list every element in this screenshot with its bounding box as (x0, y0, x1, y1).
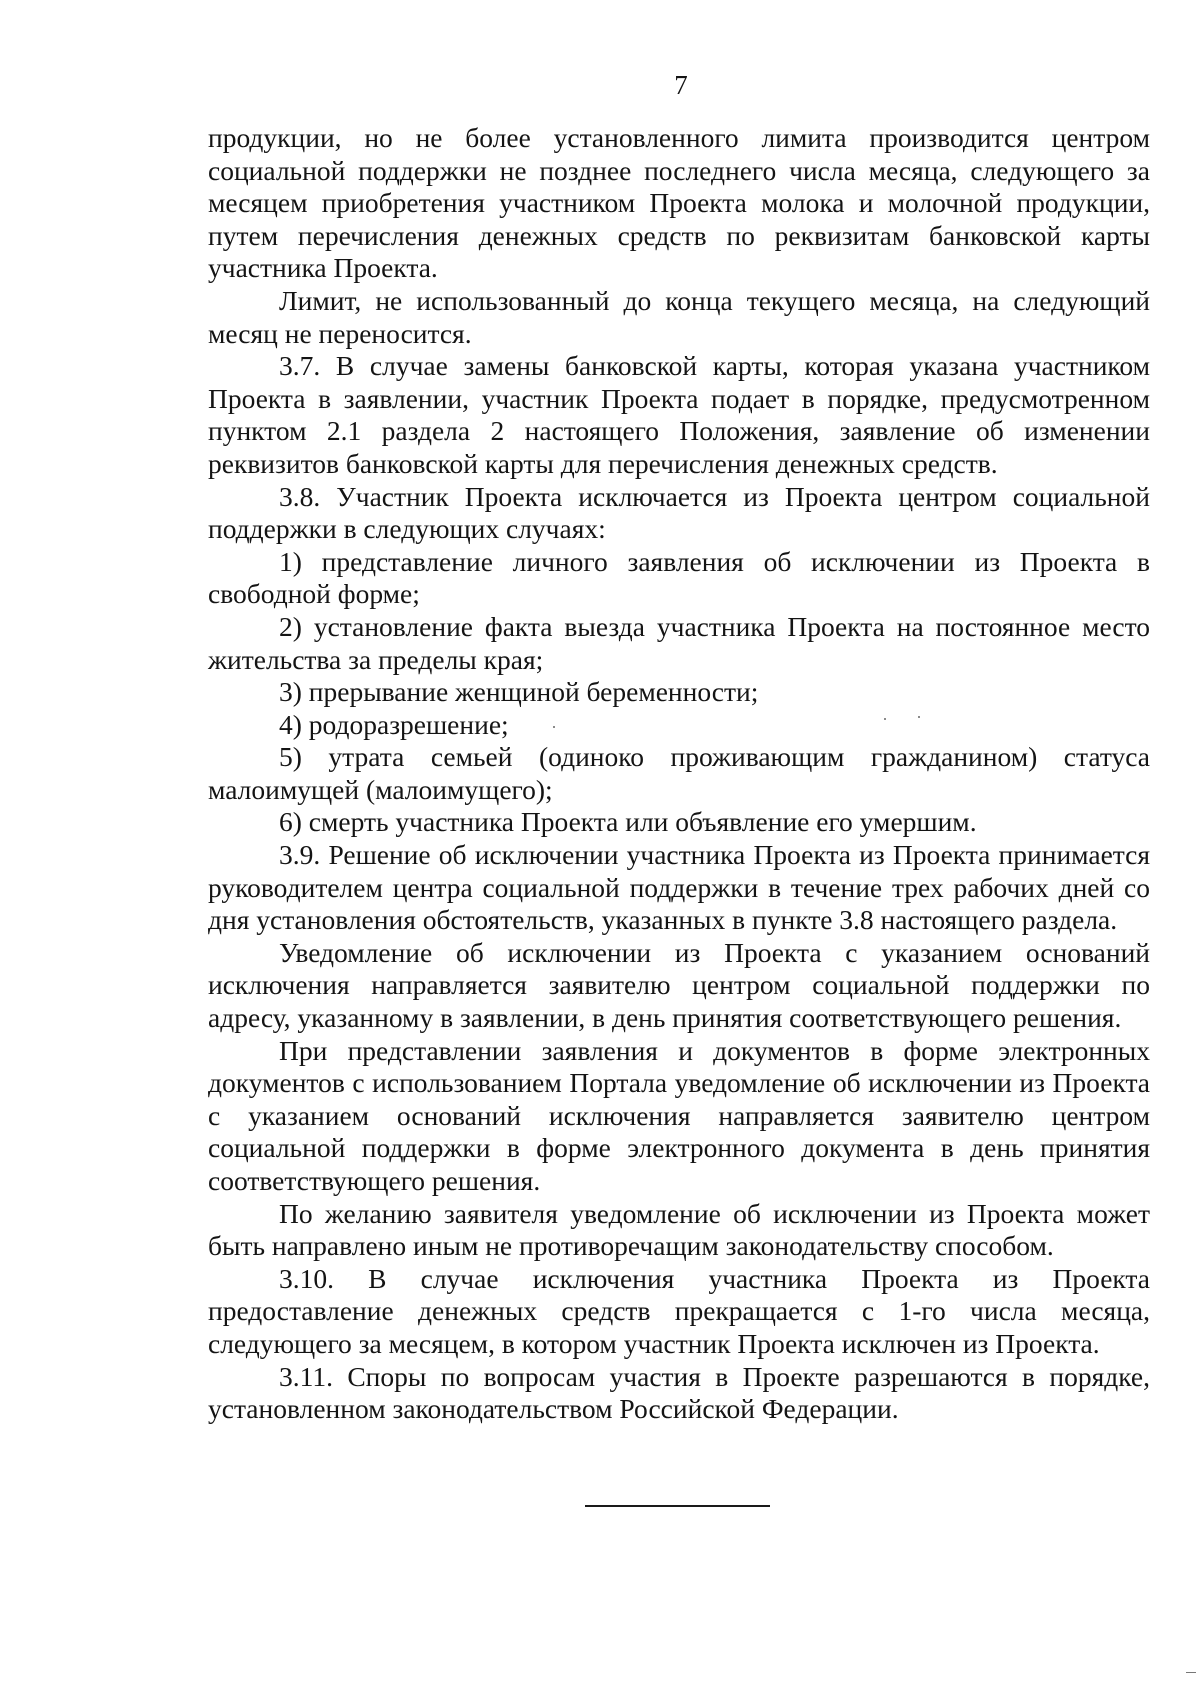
paragraph-3-9: 3.9. Решение об исключении участника Проекта из Проекта принимается руководителем центра социальной поддержки в течение трех рабочих дней со дня установления обстоятельств, указанных в пункте 3.8 настоящего раздела. (208, 839, 1150, 936)
list-item-6: 6) смерть участника Проекта или объявление его умершим. (279, 806, 977, 838)
scan-speck (884, 718, 886, 720)
end-separator-line (585, 1505, 770, 1507)
list-item-5: 5) утрата семьей (одиноко проживающим гражданином) статуса малоимущей (малоимущего); (208, 741, 1150, 805)
paragraph-3-8: 3.8. Участник Проекта исключается из Проекта центром социальной поддержки в следующих случаях: (208, 480, 1150, 545)
list-item-3: 3) прерывание женщиной беременности; (279, 676, 759, 708)
paragraph-continuation: продукции, но не более установленного лимита производится центром социальной поддержки не позднее последнего числа месяца, следующего за месяцем приобретения участником Проекта молока и молочной продукции, путем перечисления денежных средств по реквизитам банковской карты участника Проекта. (208, 122, 1150, 284)
list-item-1: 1) представление личного заявления об исключении из Проекта в свободной форме; (208, 545, 1150, 610)
list-item-2: 2) установление факта выезда участника Проекта на постоянное место жительства за пределы края; (208, 610, 1150, 675)
scan-speck (553, 726, 555, 728)
paragraph-limit-note: Лимит, не использованный до конца текущего месяца, на следующий месяц не переносится. (208, 284, 1150, 349)
scan-speck (918, 716, 920, 718)
scan-edge-mark (1186, 1672, 1196, 1673)
document-body (208, 122, 1150, 1426)
paragraph-notification: Уведомление об исключении из Проекта с указанием оснований исключения направляется заявителю центром социальной поддержки по адресу, указанному в заявлении, в день принятия соответствующего решения. (208, 936, 1150, 1034)
page-number: 7 (674, 70, 688, 100)
paragraph-3-7: 3.7. В случае замены банковской карты, которая указана участником Проекта в заявлении, участник Проекта подает в порядке, предусмотренном пунктом 2.1 раздела 2 настоящего Положения, заявление об изменении реквизитов банковской карты для перечисления денежных средств. (208, 350, 1150, 479)
paragraph-3-10: 3.10. В случае исключения участника Проекта из Проекта предоставление денежных средств прекращается с 1-го числа месяца, следующего за месяцем, в котором участник Проекта исключен из Проекта. (208, 1262, 1150, 1359)
list-item-4: 4) родоразрешение; (279, 708, 509, 740)
paragraph-electronic-notification: При представлении заявления и документов в форме электронных документов с использованием Портала уведомление об исключении из Проекта с указанием оснований исключения направляется заявителю центром социальной поддержки в форме электронного документа в день принятия соответствующего решения. (208, 1034, 1150, 1196)
paragraph-alternative-notification: По желанию заявителя уведомление об исключении из Проекта может быть направлено иным не противоречащим законодательству способом. (208, 1197, 1150, 1262)
paragraph-3-11: 3.11. Споры по вопросам участия в Проекте разрешаются в порядке, установленном законодательством Российской Федерации. (208, 1360, 1150, 1425)
